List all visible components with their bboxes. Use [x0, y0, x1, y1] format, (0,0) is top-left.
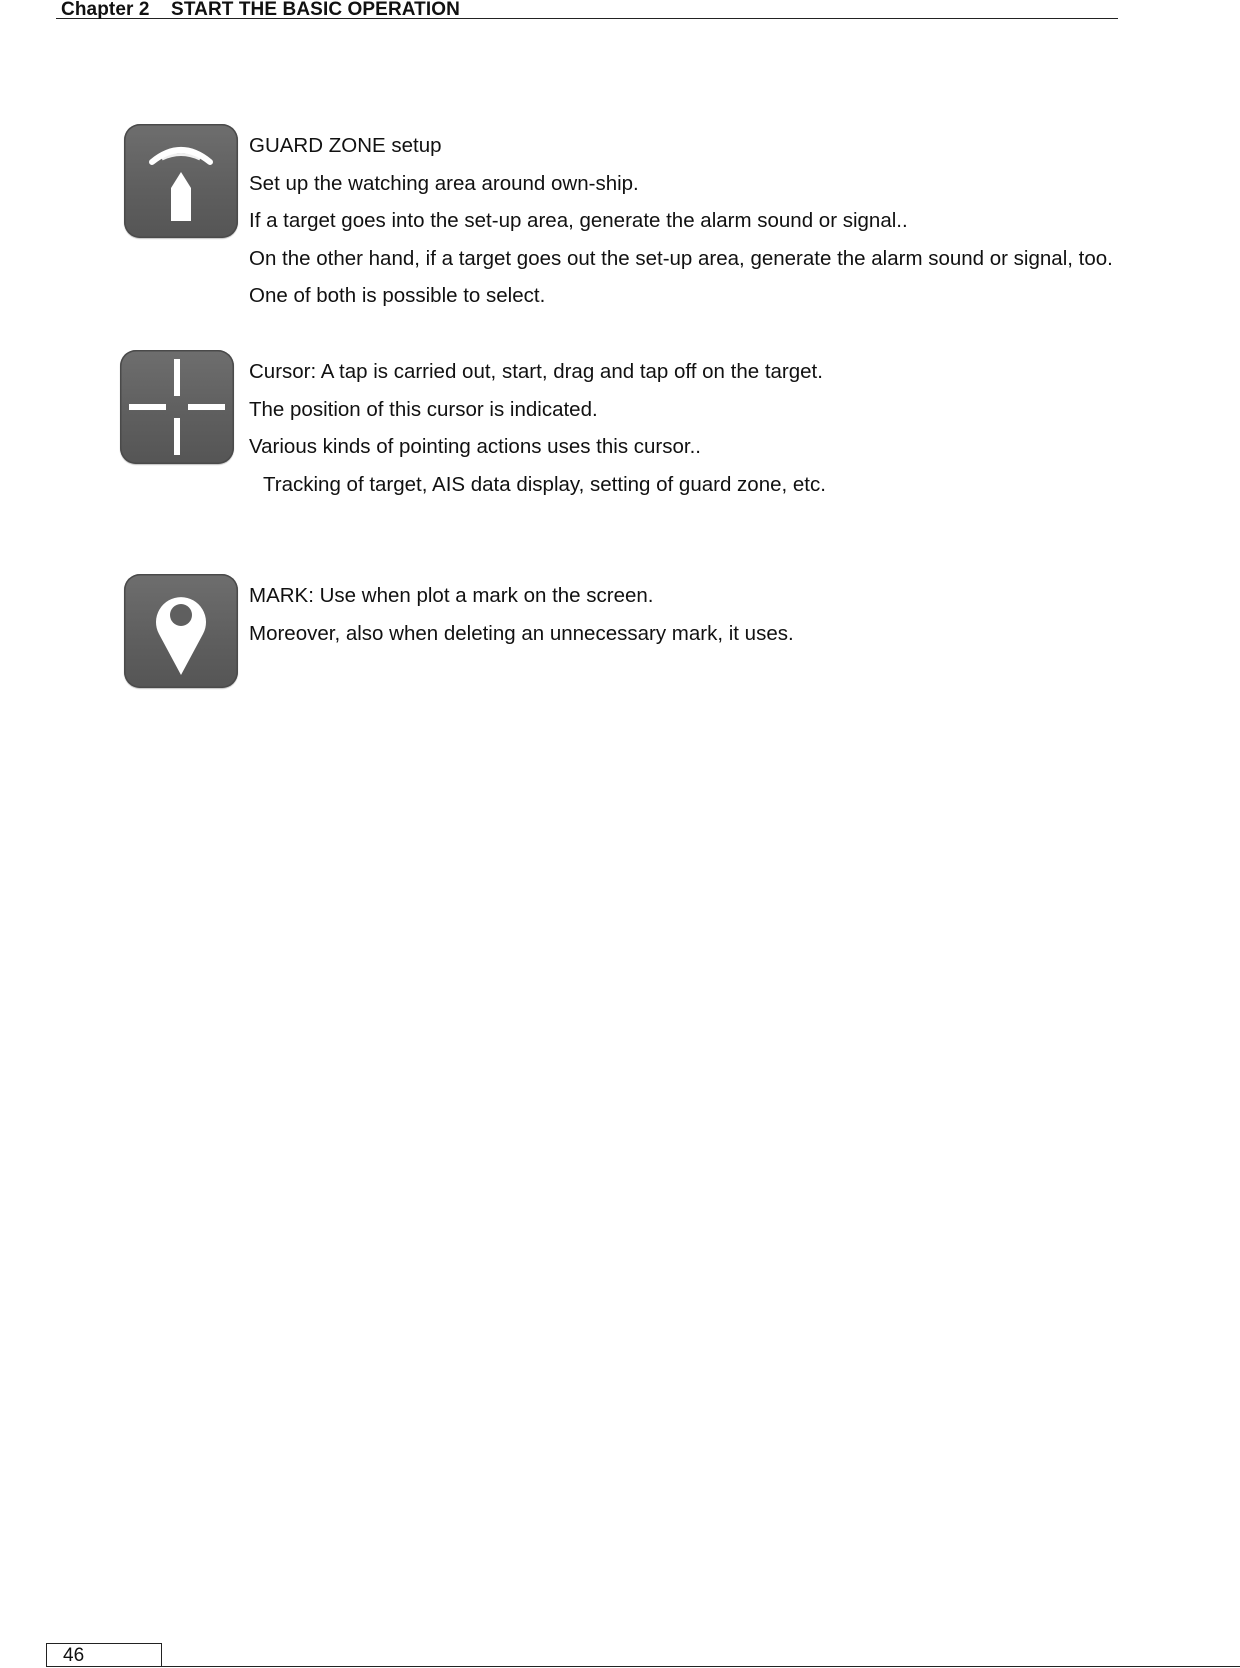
- mark-line: Moreover, also when deleting an unnecessary mark, it uses.: [249, 621, 794, 645]
- cursor-line: Various kinds of pointing actions uses this cursor..: [249, 435, 701, 458]
- guard-zone-line: Set up the watching area around own-ship.: [249, 171, 639, 195]
- guard-zone-title: GUARD ZONE setup: [249, 134, 442, 157]
- mark-pin-icon: [124, 574, 238, 688]
- chapter-title: Chapter 2 START THE BASIC OPERATION: [61, 0, 460, 20]
- guard-zone-line: On the other hand, if a target goes out the set-up area, generate the alarm sound or signal, too.: [249, 246, 1113, 270]
- mark-description: [249, 577, 794, 652]
- guard-zone-line: One of both is possible to select.: [249, 284, 546, 307]
- page-number: 46: [63, 1645, 85, 1666]
- footer-rule: [46, 1666, 1240, 1667]
- guard-zone-line: If a target goes into the set-up area, generate the alarm sound or signal..: [249, 209, 908, 232]
- cursor-title: Cursor: A tap is carried out, start, drag and tap off on the target.: [249, 360, 823, 383]
- cursor-crosshair-icon: [120, 350, 234, 464]
- page-number-box: [46, 1643, 162, 1666]
- chapter-header: [56, 0, 1118, 19]
- mark-title: MARK: Use when plot a mark on the screen.: [249, 584, 654, 607]
- guard-zone-icon: [124, 124, 238, 238]
- guard-zone-description: [249, 127, 1113, 315]
- cursor-description: [249, 353, 826, 503]
- cursor-line: The position of this cursor is indicated.: [249, 397, 598, 421]
- cursor-line: Tracking of target, AIS data display, setting of guard zone, etc.: [263, 472, 826, 496]
